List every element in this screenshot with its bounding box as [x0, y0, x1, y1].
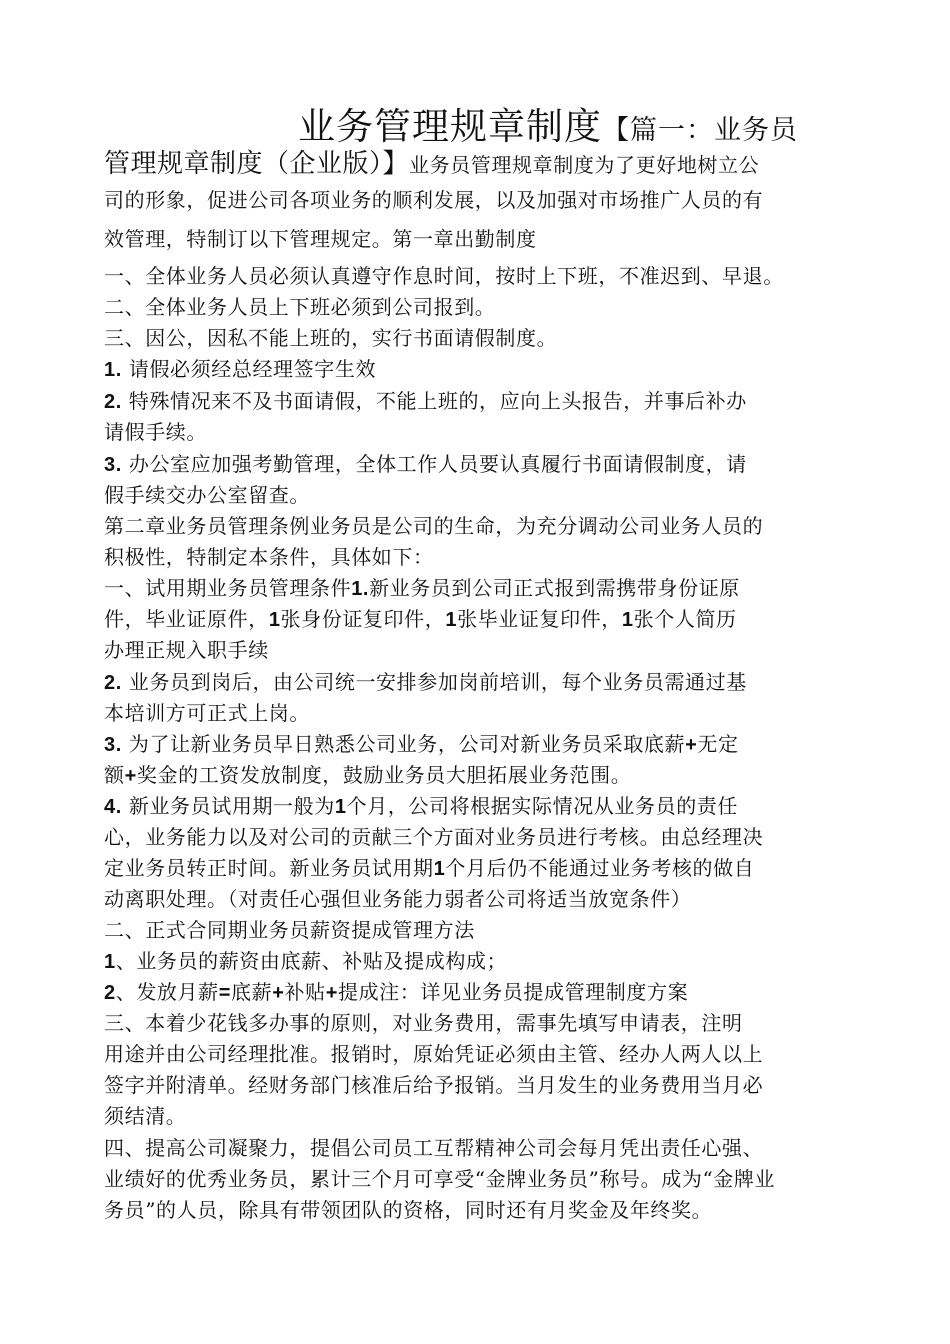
plus-sign: +: [685, 734, 698, 756]
plus-sign: +: [272, 982, 285, 1004]
equals-sign: =: [218, 982, 232, 1004]
title-main: 业务管理规章制度: [298, 105, 602, 148]
text-segment: 个月后仍不能通过业务考核的做自: [445, 856, 755, 880]
text-line-21: [104, 765, 631, 786]
text-line-11: [104, 454, 747, 475]
text-line-32: 须结清。: [104, 1104, 187, 1128]
text-line-5: 一、全体业务人员必须认真遵守作息时间，按时上下班，不准迟到、早退。: [104, 264, 784, 288]
text-segment: 额: [104, 763, 125, 787]
document-title: [298, 96, 798, 150]
text-line-28: [104, 982, 688, 1003]
text-line-34: 业绩好的优秀业务员，累计三个月可享受“金牌业务员”称号。成为“金牌业: [104, 1167, 776, 1191]
text-line-30: 用途并由公司经理批准。报销时，原始凭证必须由主管、经办人两人以上: [104, 1042, 764, 1066]
text-line-19: 本培训方可正式上岗。: [104, 701, 310, 725]
text-line-24: [104, 858, 754, 879]
item-number: 1: [104, 951, 116, 973]
paragraph-text: 业务员管理规章制度为了更好地树立公: [409, 153, 760, 177]
text-line-16: [104, 609, 737, 630]
number: 1: [334, 796, 347, 818]
text-segment: 、发放月薪: [115, 980, 219, 1004]
text-line-18: [104, 672, 747, 693]
text-line-23: 心，业务能力以及对公司的贡献三个方面对业务员进行考核。由总经理决: [104, 825, 764, 849]
text-line-6: 二、全体业务人员上下班必须到公司报到。: [104, 295, 496, 319]
item-text: 特殊情况来不及书面请假，不能上班的，应向上头报告，并事后补办: [121, 389, 747, 413]
text-segment: 为了让新业务员早日熟悉公司业务，公司对新业务员采取底薪: [121, 732, 686, 756]
text-line-14: 积极性，特制定本条件，具体如下：: [104, 545, 434, 569]
item-number: 2.: [104, 672, 122, 694]
text-segment: 件，毕业证原件，: [104, 607, 269, 631]
number: 1: [268, 609, 281, 631]
item-text: 、业务员的薪资由底薪、补贴及提成构成；: [115, 949, 508, 973]
text-line-29: 三、本着少花钱多办事的原则，对业务费用，需事先填写申请表，注明: [104, 1011, 743, 1035]
text-line-17: 办理正规入职手续: [104, 638, 269, 662]
text-line-10: 请假手续。: [104, 420, 207, 444]
text-line-33: 四、提高公司凝聚力，提倡公司员工互帮精神公司会每月凭出责任心强、: [104, 1136, 764, 1160]
text-line-15: [104, 578, 740, 599]
text-segment: 奖金的工资发放制度，鼓励业务员大胆拓展业务范围。: [136, 763, 632, 787]
text-line-31: 签字并附清单。经财务部门核准后给予报销。当月发生的业务费用当月必: [104, 1073, 764, 1097]
text-segment: 提成注：详见业务员提成管理制度方案: [337, 980, 689, 1004]
text-segment: 新业务员到公司正式报到需携带身份证原: [369, 576, 740, 600]
text-segment: 新业务员试用期一般为: [121, 794, 335, 818]
plus-sign: +: [325, 982, 338, 1004]
text-segment: 张身份证复印件，: [280, 607, 446, 631]
item-number: 4.: [104, 796, 122, 818]
text-line-20: [104, 734, 739, 755]
text-segment: 张个人简历: [633, 607, 737, 631]
text-line-8: [104, 359, 376, 380]
item-text: 业务员到岗后，由公司统一安排参加岗前培训，每个业务员需通过基: [121, 670, 747, 694]
subtitle: 管理规章制度（企业版）】: [104, 149, 410, 179]
text-segment: 个月，公司将根据实际情况从业务员的责任: [346, 794, 738, 818]
item-text: 办公室应加强考勤管理，全体工作人员要认真履行书面请假制度，请: [121, 452, 747, 476]
number: 1: [433, 858, 446, 880]
text-line-22: [104, 796, 738, 817]
number: 1: [621, 609, 634, 631]
title-bracket: 【篇一：业务员: [602, 115, 798, 146]
item-number: 1.: [104, 359, 122, 381]
text-segment: 定业务员转正时间。新业务员试用期: [104, 856, 434, 880]
text-line-9: [104, 391, 747, 412]
item-text: 请假必须经总经理签字生效: [121, 357, 377, 381]
text-line-25: 动离职处理。（对责任心强但业务能力弱者公司将适当放宽条件）: [104, 887, 692, 911]
text-line-2: [104, 151, 759, 177]
plus-sign: +: [124, 765, 137, 787]
text-line-35: 务员”的人员，除具有带领团队的资格，同时还有月奖金及年终奖。: [104, 1198, 713, 1222]
text-line-12: 假手续交办公室留查。: [104, 483, 310, 507]
text-segment: 无定: [697, 732, 739, 756]
item-number: 3.: [104, 454, 122, 476]
text-line-26: 二、正式合同期业务员薪资提成管理方法: [104, 918, 475, 942]
item-number: 2.: [104, 391, 122, 413]
text-segment: 一、试用期业务员管理条件: [104, 576, 352, 600]
item-number: 3.: [104, 734, 122, 756]
item-number: 1.: [351, 578, 370, 600]
text-line-3: 司的形象，促进公司各项业务的顺利发展，以及加强对市场推广人员的有: [104, 188, 764, 212]
text-line-27: [104, 951, 507, 972]
text-line-4: 效管理，特制订以下管理规定。第一章出勤制度: [104, 227, 537, 251]
text-line-13: 第二章业务员管理条例业务员是公司的生命，为充分调动公司业务人员的: [104, 514, 764, 538]
number: 1: [445, 609, 458, 631]
text-line-7: 三、因公，因私不能上班的，实行书面请假制度。: [104, 326, 558, 350]
item-number: 2: [104, 982, 116, 1004]
text-segment: 底薪: [231, 980, 273, 1004]
text-segment: 张毕业证复印件，: [457, 607, 622, 631]
text-segment: 补贴: [284, 980, 326, 1004]
